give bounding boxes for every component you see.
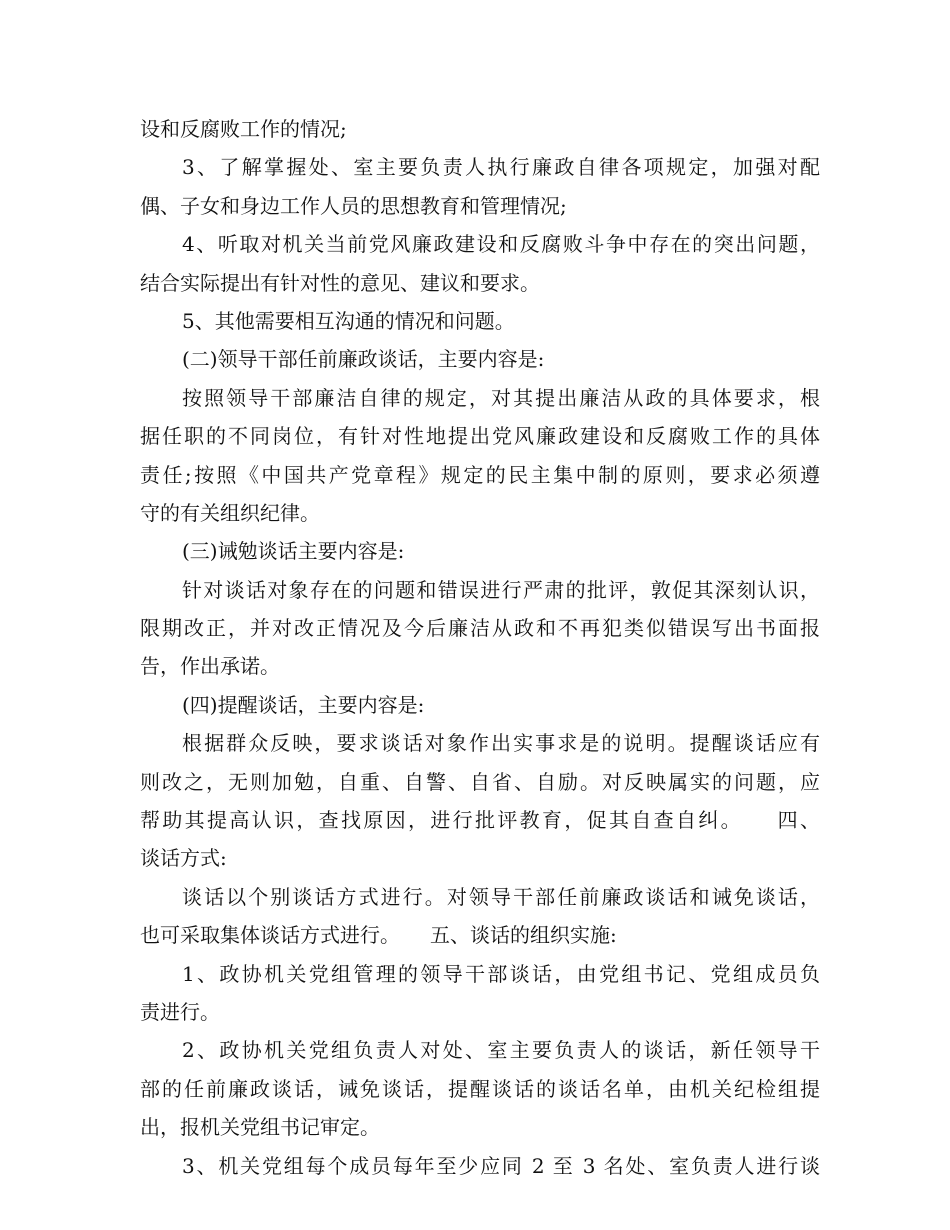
text-line: 谈话方式: xyxy=(140,846,227,871)
text-line: 2、政协机关党组负责人对处、室主要负责人的谈话，新任领导干 xyxy=(182,1038,820,1063)
text-line: 告，作出承诺。 xyxy=(140,654,280,679)
text-line: 针对谈话对象存在的问题和错误进行严肃的批评，敦促其深刻认识， xyxy=(182,577,820,602)
text-line: 3、机关党组每个成员每年至少应同 2 至 3 名处、室负责人进行谈 xyxy=(182,1153,820,1178)
text-line: 根据群众反映，要求谈话对象作出实事求是的说明。提醒谈话应有 xyxy=(182,731,820,756)
text-line: 出，报机关党组书记审定。 xyxy=(140,1115,380,1140)
document-body xyxy=(140,110,820,1185)
text-line: 帮助其提高认识，查找原因，进行批评教育，促其自查自纠。 四、 xyxy=(140,808,820,833)
text-line: 责进行。 xyxy=(140,999,220,1024)
text-line: 则改之，无则加勉，自重、自警、自省、自励。对反映属实的问题，应 xyxy=(140,769,820,794)
text-line: 也可采取集体谈话方式进行。 五、谈话的组织实施: xyxy=(140,923,617,948)
text-line: 限期改正，并对改正情况及今后廉洁从政和不再犯类似错误写出书面报 xyxy=(140,616,820,641)
text-line: 守的有关组织纪律。 xyxy=(140,500,320,525)
text-line: 按照领导干部廉洁自律的规定，对其提出廉洁从政的具体要求，根 xyxy=(182,385,820,410)
text-line: 责任;按照《中国共产党章程》规定的民主集中制的原则，要求必须遵 xyxy=(140,462,820,487)
text-line: 3、了解掌握处、室主要负责人执行廉政自律各项规定，加强对配 xyxy=(182,155,820,180)
text-line: 4、听取对机关当前党风廉政建设和反腐败斗争中存在的突出问题， xyxy=(182,232,820,257)
text-line: (四)提醒谈话，主要内容是: xyxy=(182,692,425,717)
text-line: 偶、子女和身边工作人员的思想教育和管理情况; xyxy=(140,193,567,218)
text-line: 5、其他需要相互沟通的情况和问题。 xyxy=(182,308,515,333)
text-line: 谈话以个别谈话方式进行。对领导干部任前廉政谈话和诫免谈话， xyxy=(182,884,820,909)
text-line: 据任职的不同岗位，有针对性地提出党风廉政建设和反腐败工作的具体 xyxy=(140,424,820,449)
text-line: 结合实际提出有针对性的意见、建议和要求。 xyxy=(140,270,540,295)
text-line: 部的任前廉政谈话，诫免谈话，提醒谈话的谈话名单，由机关纪检组提 xyxy=(140,1076,820,1101)
text-line: 1、政协机关党组管理的领导干部谈话，由党组书记、党组成员负 xyxy=(182,961,820,986)
text-line: 设和反腐败工作的情况; xyxy=(140,117,347,141)
text-line: (二)领导干部任前廉政谈话，主要内容是: xyxy=(182,347,545,372)
text-line: (三)诫勉谈话主要内容是: xyxy=(182,539,405,564)
